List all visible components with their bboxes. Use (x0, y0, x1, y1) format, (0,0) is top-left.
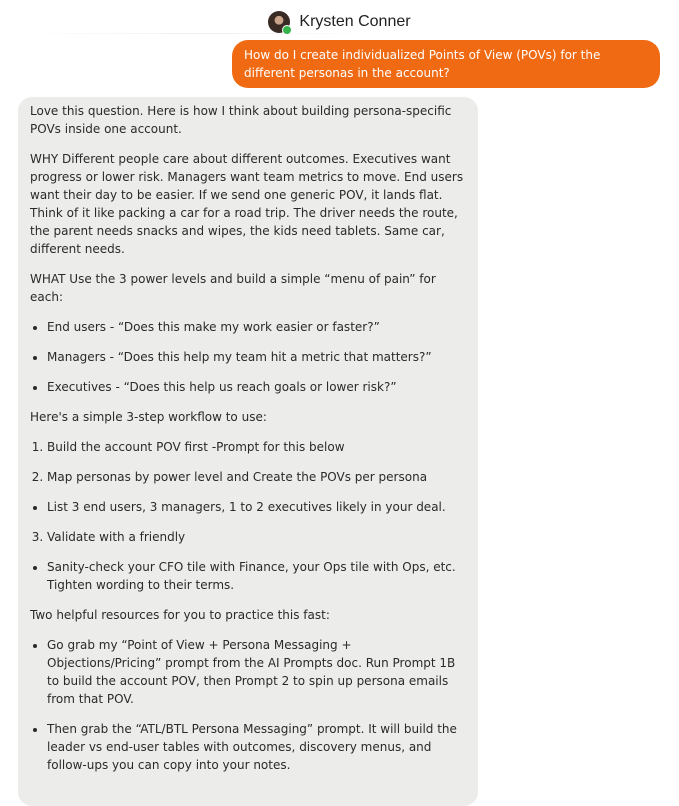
avatar[interactable] (268, 11, 290, 33)
list-item: 1. Build the account POV first -Prompt for this below (47, 438, 466, 456)
user-message-bubble: How do I create individualized Points of View (POVs) for the different personas in the account? (232, 40, 660, 88)
list-item: 3. Validate with a friendly (47, 528, 466, 546)
list-item: • Managers - “Does this help my team hit a metric that matters?” (47, 348, 466, 366)
workflow-step-2-details (30, 498, 466, 516)
workflow-step-1 (30, 438, 466, 456)
list-item: • Then grab the “ATL/BTL Persona Messaging” prompt. It will build the leader vs end-user tables with outcomes, discovery menus, and follow-ups you can copy into your notes. (47, 720, 466, 774)
power-levels-list (30, 318, 466, 396)
message-intro: Love this question. Here is how I think about building persona-specific POVs inside one account. (30, 104, 452, 136)
list-item: • Sanity-check your CFO tile with Finance, your Ops tile with Ops, etc. Tighten wording to their terms. (47, 558, 466, 594)
list-item: • Go grab my “Point of View + Persona Messaging + Objections/Pricing” prompt from the AI Prompts doc. Run Prompt 1B to build the account POV, then Prompt 2 to spin up persona emails from that POV. (47, 636, 466, 708)
chat-header (0, 11, 679, 33)
resources-intro: Two helpful resources for you to practice this fast: (30, 608, 330, 622)
list-item: • End users - “Does this make my work easier or faster?” (47, 318, 466, 336)
header-divider (20, 33, 380, 34)
list-item: • List 3 end users, 3 managers, 1 to 2 executives likely in your deal. (47, 498, 466, 516)
workflow-step-3 (30, 528, 466, 546)
workflow-step-2 (30, 468, 466, 486)
message-what: WHAT Use the 3 power levels and build a simple “menu of pain” for each: (30, 272, 436, 304)
list-item: 2. Map personas by power level and Create the POVs per persona (47, 468, 466, 486)
workflow-intro: Here's a simple 3-step workflow to use: (30, 410, 267, 424)
assistant-message-bubble (18, 97, 478, 806)
message-why: WHY Different people care about different outcomes. Executives want progress or lower risk. Managers want team metrics to move. End users want their day to be easier. If we send one generic POV, it lands flat. Think of it like packing a car for a road trip. The driver needs the route, the parent needs snacks and wipes, the kids need tablets. Same car, different needs. (30, 152, 464, 256)
contact-name: Krysten Conner (299, 13, 411, 30)
workflow-step-3-details (30, 558, 466, 594)
resources-list (30, 636, 466, 774)
list-item: • Executives - “Does this help us reach goals or lower risk?” (47, 378, 466, 396)
